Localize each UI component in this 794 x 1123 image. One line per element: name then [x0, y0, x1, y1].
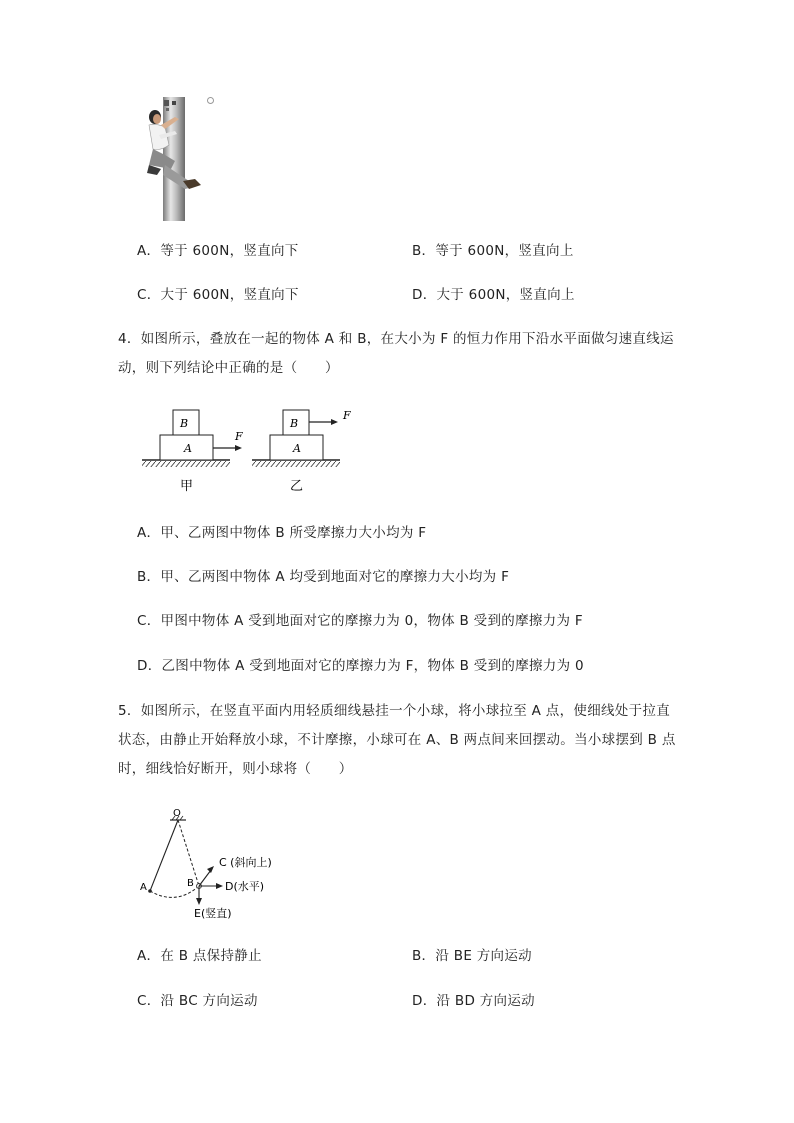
q5-stem: 5．如图所示，在竖直平面内用轻质细线悬挂一个小球，将小球拉至 A 点，使细线处于拉直状态，由静止开始释放小球，不计摩擦，小球可在 A、B 两点间来回摆动。当小球摆到 B 点时，细线恰好断开，则小球将（ ） — [118, 703, 676, 777]
label-e: E(竖直) — [194, 907, 232, 920]
photo-speck — [207, 97, 214, 104]
block-b-right-label: B — [290, 417, 299, 430]
block-b-left-label: B — [180, 417, 189, 430]
q5-option-c[interactable]: C．沿 BC 方向运动 — [137, 993, 258, 1009]
q5-option-d[interactable]: D．沿 BD 方向运动 — [412, 993, 535, 1009]
q3-option-a[interactable]: A．等于 600N，竖直向下 — [137, 243, 299, 259]
q4-option-a[interactable]: A．甲、乙两图中物体 B 所受摩擦力大小均为 F — [137, 525, 427, 541]
q4-figure — [140, 402, 360, 494]
force-left-label: F — [235, 430, 243, 443]
pivot-label: O — [173, 808, 181, 819]
q3-option-b[interactable]: B．等于 600N，竖直向上 — [412, 243, 574, 259]
label-c: C (斜向上) — [219, 856, 272, 869]
caption-jia: 甲 — [180, 479, 194, 494]
point-a-label: A — [140, 882, 147, 893]
q4-option-d[interactable]: D．乙图中物体 A 受到地面对它的摩擦力为 F，物体 B 受到的摩擦力为 0 — [137, 658, 584, 674]
caption-yi: 乙 — [290, 479, 304, 494]
q4-option-c[interactable]: C．甲图中物体 A 受到地面对它的摩擦力为 0，物体 B 受到的摩擦力为 F — [137, 613, 583, 629]
force-right-label: F — [343, 409, 351, 422]
climber-photo — [135, 95, 215, 221]
q5-option-a[interactable]: A．在 B 点保持静止 — [137, 948, 262, 964]
q3-option-c[interactable]: C．大于 600N，竖直向下 — [137, 287, 299, 303]
q3-option-d[interactable]: D．大于 600N，竖直向上 — [412, 287, 575, 303]
q4-stem: 4．如图所示，叠放在一起的物体 A 和 B，在大小为 F 的恒力作用下沿水平面做匀速直线运动，则下列结论中正确的是（ ） — [118, 331, 674, 376]
block-a-left-label: A — [184, 442, 192, 455]
block-a-right-label: A — [293, 442, 301, 455]
point-b-label: B — [187, 878, 194, 889]
q5-figure — [136, 806, 296, 926]
label-d: D(水平) — [225, 880, 265, 893]
q4-option-b[interactable]: B．甲、乙两图中物体 A 均受到地面对它的摩擦力大小均为 F — [137, 569, 510, 585]
q5-option-b[interactable]: B．沿 BE 方向运动 — [412, 948, 532, 964]
